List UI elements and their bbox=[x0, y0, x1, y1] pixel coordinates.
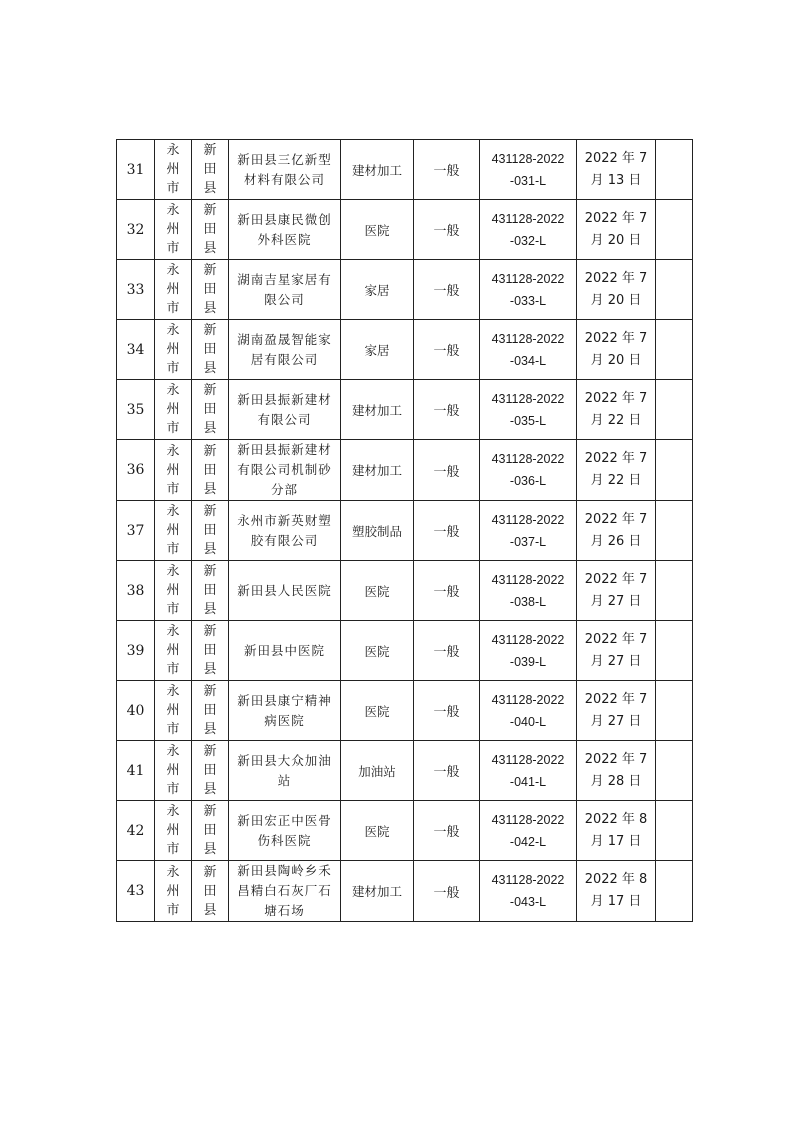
registration-code-line: -038-L bbox=[509, 594, 547, 609]
company-name-line: 湖南盈晟智能家 bbox=[237, 331, 332, 347]
table-row bbox=[117, 200, 693, 260]
county-char: 新 bbox=[203, 323, 217, 338]
management-level-cell: 一般 bbox=[414, 561, 480, 621]
table-row bbox=[117, 801, 693, 861]
remark-cell bbox=[656, 621, 693, 681]
registration-code-line: 431128-2022 bbox=[491, 873, 565, 887]
city-char: 永 bbox=[166, 864, 180, 880]
city-char: 州 bbox=[166, 222, 180, 237]
company-name-cell bbox=[229, 561, 341, 621]
company-name-line: 有限公司机制砂 bbox=[237, 462, 332, 477]
county-cell bbox=[192, 501, 229, 561]
issue-date-line: 2022 年 7 bbox=[584, 210, 648, 226]
table-row bbox=[117, 260, 693, 320]
county-cell bbox=[192, 801, 229, 861]
county-char: 县 bbox=[203, 662, 217, 677]
industry-cell: 医院 bbox=[341, 200, 414, 260]
registration-code-line: 431128-2022 bbox=[491, 692, 565, 707]
management-level-cell: 一般 bbox=[414, 621, 480, 681]
row-number-cell: 42 bbox=[117, 801, 155, 861]
registration-code-line: 431128-2022 bbox=[491, 452, 565, 466]
row-number-cell: 34 bbox=[117, 320, 155, 380]
issue-date-line: 月 27 日 bbox=[590, 713, 642, 729]
city-cell bbox=[155, 140, 192, 200]
county-char: 新 bbox=[203, 443, 217, 459]
county-char: 田 bbox=[203, 763, 217, 778]
county-char: 县 bbox=[203, 181, 217, 196]
company-name-line: 昌精白石灰厂石 bbox=[237, 883, 332, 898]
county-char: 县 bbox=[203, 782, 217, 797]
issue-date-cell bbox=[577, 861, 656, 922]
registration-code-cell bbox=[480, 380, 577, 440]
registration-code-line: -032-L bbox=[509, 233, 547, 248]
city-cell bbox=[155, 440, 192, 501]
registration-code-line: 431128-2022 bbox=[491, 331, 565, 346]
registration-code-line: -043-L bbox=[509, 895, 547, 909]
registration-code-cell bbox=[480, 140, 577, 200]
row-number-cell: 33 bbox=[117, 260, 155, 320]
issue-date-line: 月 17 日 bbox=[590, 833, 642, 849]
county-cell bbox=[192, 140, 229, 200]
county-char: 县 bbox=[203, 542, 217, 557]
company-name-line: 新田县人民医院 bbox=[237, 582, 332, 598]
table-row bbox=[117, 861, 693, 922]
issue-date-line: 月 17 日 bbox=[590, 894, 642, 909]
issue-date-line: 月 20 日 bbox=[590, 292, 642, 308]
issue-date-line: 月 20 日 bbox=[590, 232, 642, 248]
remark-cell bbox=[656, 501, 693, 561]
company-name-cell bbox=[229, 621, 341, 681]
table-row bbox=[117, 681, 693, 741]
issue-date-cell bbox=[577, 741, 656, 801]
city-cell bbox=[155, 501, 192, 561]
issue-date-line: 2022 年 8 bbox=[584, 872, 648, 887]
county-cell bbox=[192, 440, 229, 501]
county-char: 田 bbox=[203, 643, 217, 658]
management-level-cell: 一般 bbox=[414, 200, 480, 260]
company-name-line: 新田县振新建材 bbox=[237, 391, 332, 407]
county-char: 新 bbox=[203, 804, 217, 819]
industry-cell: 建材加工 bbox=[341, 861, 414, 922]
row-number-cell: 43 bbox=[117, 861, 155, 922]
city-char: 州 bbox=[166, 342, 180, 357]
management-level-cell: 一般 bbox=[414, 260, 480, 320]
county-char: 新 bbox=[203, 203, 217, 218]
registration-code-line: -039-L bbox=[509, 654, 547, 669]
county-char: 田 bbox=[203, 462, 217, 478]
registration-code-cell bbox=[480, 801, 577, 861]
issue-date-cell bbox=[577, 260, 656, 320]
city-char: 市 bbox=[166, 782, 180, 797]
registration-code-cell bbox=[480, 501, 577, 561]
table-row bbox=[117, 320, 693, 380]
city-char: 州 bbox=[166, 282, 180, 297]
remark-cell bbox=[656, 380, 693, 440]
city-cell bbox=[155, 801, 192, 861]
registration-code-line: -033-L bbox=[509, 293, 547, 308]
company-name-cell bbox=[229, 260, 341, 320]
industry-cell: 塑胶制品 bbox=[341, 501, 414, 561]
company-name-line: 材料有限公司 bbox=[243, 171, 325, 187]
remark-cell bbox=[656, 561, 693, 621]
city-cell bbox=[155, 861, 192, 922]
city-cell bbox=[155, 200, 192, 260]
company-name-line: 新田县大众加油 bbox=[237, 752, 332, 768]
city-char: 州 bbox=[166, 763, 180, 778]
city-char: 永 bbox=[166, 203, 180, 218]
issue-date-line: 2022 年 7 bbox=[584, 751, 648, 767]
company-name-line: 新田县陶岭乡禾 bbox=[237, 863, 332, 878]
city-cell bbox=[155, 380, 192, 440]
management-level-cell: 一般 bbox=[414, 140, 480, 200]
table-row bbox=[117, 741, 693, 801]
management-level-cell: 一般 bbox=[414, 861, 480, 922]
city-char: 永 bbox=[166, 383, 180, 398]
city-char: 市 bbox=[166, 902, 180, 918]
registration-code-line: -036-L bbox=[509, 474, 547, 488]
county-char: 新 bbox=[203, 624, 217, 639]
registration-code-line: 431128-2022 bbox=[491, 812, 565, 827]
city-cell bbox=[155, 260, 192, 320]
county-char: 田 bbox=[203, 583, 217, 598]
county-char: 田 bbox=[203, 222, 217, 237]
company-name-line: 新田县康宁精神 bbox=[237, 692, 332, 708]
company-name-line: 塘石场 bbox=[264, 903, 305, 918]
table-row bbox=[117, 621, 693, 681]
city-char: 市 bbox=[166, 181, 180, 196]
county-char: 县 bbox=[203, 902, 217, 918]
industry-cell: 医院 bbox=[341, 561, 414, 621]
management-level-cell: 一般 bbox=[414, 501, 480, 561]
company-name-cell bbox=[229, 320, 341, 380]
registration-code-cell bbox=[480, 621, 577, 681]
county-char: 新 bbox=[203, 564, 217, 579]
county-char: 县 bbox=[203, 241, 217, 256]
city-char: 市 bbox=[166, 421, 180, 436]
registration-code-line: -034-L bbox=[509, 353, 547, 368]
row-number-cell: 32 bbox=[117, 200, 155, 260]
county-char: 田 bbox=[203, 342, 217, 357]
registration-code-line: 431128-2022 bbox=[491, 572, 565, 587]
issue-date-line: 2022 年 7 bbox=[584, 330, 648, 346]
industry-cell: 建材加工 bbox=[341, 140, 414, 200]
county-cell bbox=[192, 621, 229, 681]
county-char: 新 bbox=[203, 864, 217, 880]
city-char: 永 bbox=[166, 263, 180, 278]
management-level-cell: 一般 bbox=[414, 320, 480, 380]
table-row bbox=[117, 440, 693, 501]
county-char: 新 bbox=[203, 143, 217, 158]
city-cell bbox=[155, 561, 192, 621]
issue-date-line: 月 22 日 bbox=[590, 473, 642, 488]
row-number-cell: 36 bbox=[117, 440, 155, 501]
city-char: 州 bbox=[166, 643, 180, 658]
remark-cell bbox=[656, 200, 693, 260]
city-char: 市 bbox=[166, 241, 180, 256]
issue-date-line: 2022 年 7 bbox=[584, 150, 648, 166]
county-char: 县 bbox=[203, 722, 217, 737]
row-number-cell: 35 bbox=[117, 380, 155, 440]
registration-code-cell bbox=[480, 681, 577, 741]
registration-code-cell bbox=[480, 320, 577, 380]
issue-date-line: 2022 年 7 bbox=[584, 571, 648, 587]
county-char: 县 bbox=[203, 842, 217, 857]
remark-cell bbox=[656, 140, 693, 200]
registration-code-cell bbox=[480, 861, 577, 922]
table-row bbox=[117, 380, 693, 440]
issue-date-line: 2022 年 8 bbox=[584, 811, 648, 827]
city-char: 市 bbox=[166, 722, 180, 737]
county-char: 县 bbox=[203, 602, 217, 617]
company-name-cell bbox=[229, 501, 341, 561]
county-char: 田 bbox=[203, 703, 217, 718]
company-name-line: 新田县三亿新型 bbox=[237, 151, 332, 167]
table-row bbox=[117, 140, 693, 200]
registration-code-line: 431128-2022 bbox=[491, 211, 565, 226]
industry-cell: 加油站 bbox=[341, 741, 414, 801]
registration-code-cell bbox=[480, 741, 577, 801]
company-name-line: 新田宏正中医骨 bbox=[237, 812, 332, 828]
row-number-cell: 39 bbox=[117, 621, 155, 681]
industry-cell: 建材加工 bbox=[341, 380, 414, 440]
issue-date-line: 2022 年 7 bbox=[584, 270, 648, 286]
city-cell bbox=[155, 681, 192, 741]
company-name-line: 湖南吉星家居有 bbox=[237, 271, 332, 287]
company-name-cell bbox=[229, 741, 341, 801]
issue-date-cell bbox=[577, 801, 656, 861]
registration-code-line: -042-L bbox=[509, 834, 547, 849]
city-char: 永 bbox=[166, 804, 180, 819]
management-level-cell: 一般 bbox=[414, 380, 480, 440]
management-level-cell: 一般 bbox=[414, 801, 480, 861]
city-char: 永 bbox=[166, 443, 180, 459]
city-char: 州 bbox=[166, 162, 180, 177]
city-char: 市 bbox=[166, 542, 180, 557]
company-name-line: 新田县振新建材 bbox=[237, 442, 332, 457]
county-cell bbox=[192, 320, 229, 380]
issue-date-line: 月 26 日 bbox=[590, 533, 642, 549]
industry-cell: 医院 bbox=[341, 801, 414, 861]
industry-cell: 建材加工 bbox=[341, 440, 414, 501]
registration-code-cell bbox=[480, 561, 577, 621]
remark-cell bbox=[656, 320, 693, 380]
registration-code-cell bbox=[480, 260, 577, 320]
management-level-cell: 一般 bbox=[414, 440, 480, 501]
city-char: 市 bbox=[166, 662, 180, 677]
table-row bbox=[117, 501, 693, 561]
county-char: 田 bbox=[203, 523, 217, 538]
county-cell bbox=[192, 681, 229, 741]
city-char: 州 bbox=[166, 462, 180, 478]
county-cell bbox=[192, 741, 229, 801]
city-cell bbox=[155, 621, 192, 681]
company-name-cell bbox=[229, 681, 341, 741]
registration-code-line: 431128-2022 bbox=[491, 632, 565, 647]
company-name-cell bbox=[229, 200, 341, 260]
city-char: 市 bbox=[166, 481, 180, 497]
company-name-line: 胶有限公司 bbox=[250, 532, 319, 548]
table-row bbox=[117, 561, 693, 621]
registration-code-cell bbox=[480, 440, 577, 501]
row-number-cell: 40 bbox=[117, 681, 155, 741]
issue-date-line: 月 28 日 bbox=[590, 773, 642, 789]
city-char: 州 bbox=[166, 583, 180, 598]
issue-date-line: 月 13 日 bbox=[590, 172, 642, 188]
company-name-cell bbox=[229, 380, 341, 440]
county-char: 田 bbox=[203, 402, 217, 417]
company-name-line: 有限公司 bbox=[257, 411, 312, 427]
issue-date-line: 2022 年 7 bbox=[584, 691, 648, 707]
industry-cell: 医院 bbox=[341, 621, 414, 681]
company-name-line: 居有限公司 bbox=[250, 351, 319, 367]
registration-code-line: -031-L bbox=[509, 173, 547, 188]
company-name-line: 站 bbox=[277, 772, 292, 788]
city-char: 州 bbox=[166, 402, 180, 417]
city-char: 州 bbox=[166, 703, 180, 718]
county-char: 县 bbox=[203, 301, 217, 316]
issue-date-line: 月 22 日 bbox=[590, 412, 642, 428]
remark-cell bbox=[656, 681, 693, 741]
registration-code-line: -040-L bbox=[509, 714, 547, 729]
company-name-line: 新田县中医院 bbox=[243, 642, 325, 658]
issue-date-cell bbox=[577, 440, 656, 501]
issue-date-cell bbox=[577, 561, 656, 621]
county-char: 田 bbox=[203, 883, 217, 899]
county-char: 新 bbox=[203, 263, 217, 278]
city-char: 州 bbox=[166, 523, 180, 538]
company-name-line: 伤科医院 bbox=[257, 832, 312, 848]
county-char: 新 bbox=[203, 744, 217, 759]
county-cell bbox=[192, 260, 229, 320]
county-char: 新 bbox=[203, 684, 217, 699]
remark-cell bbox=[656, 801, 693, 861]
city-char: 永 bbox=[166, 684, 180, 699]
county-char: 县 bbox=[203, 421, 217, 436]
issue-date-cell bbox=[577, 140, 656, 200]
city-char: 永 bbox=[166, 323, 180, 338]
city-char: 市 bbox=[166, 361, 180, 376]
row-number-cell: 37 bbox=[117, 501, 155, 561]
city-char: 市 bbox=[166, 842, 180, 857]
city-cell bbox=[155, 741, 192, 801]
registration-code-line: 431128-2022 bbox=[491, 151, 565, 166]
issue-date-cell bbox=[577, 681, 656, 741]
city-char: 州 bbox=[166, 883, 180, 899]
company-name-cell bbox=[229, 140, 341, 200]
county-char: 新 bbox=[203, 504, 217, 519]
issue-date-line: 2022 年 7 bbox=[584, 631, 648, 647]
issue-date-line: 月 20 日 bbox=[590, 352, 642, 368]
management-level-cell: 一般 bbox=[414, 741, 480, 801]
issue-date-cell bbox=[577, 380, 656, 440]
table-body bbox=[117, 140, 693, 922]
company-name-line: 限公司 bbox=[264, 291, 305, 307]
issue-date-cell bbox=[577, 621, 656, 681]
company-name-line: 病医院 bbox=[264, 712, 305, 728]
company-name-line: 分部 bbox=[270, 482, 298, 497]
city-cell bbox=[155, 320, 192, 380]
issue-date-line: 月 27 日 bbox=[590, 593, 642, 609]
city-char: 永 bbox=[166, 504, 180, 519]
company-name-line: 外科医院 bbox=[257, 231, 312, 247]
registration-code-line: 431128-2022 bbox=[491, 391, 565, 406]
city-char: 永 bbox=[166, 143, 180, 158]
remark-cell bbox=[656, 861, 693, 922]
county-cell bbox=[192, 861, 229, 922]
management-level-cell: 一般 bbox=[414, 681, 480, 741]
remark-cell bbox=[656, 260, 693, 320]
registration-code-line: -035-L bbox=[509, 413, 547, 428]
issue-date-line: 2022 年 7 bbox=[584, 390, 648, 406]
issue-date-line: 月 27 日 bbox=[590, 653, 642, 669]
county-char: 新 bbox=[203, 383, 217, 398]
city-char: 州 bbox=[166, 823, 180, 838]
remark-cell bbox=[656, 440, 693, 501]
city-char: 市 bbox=[166, 602, 180, 617]
issue-date-cell bbox=[577, 320, 656, 380]
county-char: 田 bbox=[203, 282, 217, 297]
industry-cell: 家居 bbox=[341, 260, 414, 320]
company-name-line: 永州市新英财塑 bbox=[237, 512, 332, 528]
industry-cell: 医院 bbox=[341, 681, 414, 741]
issue-date-line: 2022 年 7 bbox=[584, 451, 648, 466]
registration-code-line: -037-L bbox=[509, 534, 547, 549]
issue-date-cell bbox=[577, 501, 656, 561]
registration-code-line: 431128-2022 bbox=[491, 512, 565, 527]
registration-code-line: -041-L bbox=[509, 774, 547, 789]
registration-code-cell bbox=[480, 200, 577, 260]
city-char: 市 bbox=[166, 301, 180, 316]
city-char: 永 bbox=[166, 564, 180, 579]
county-char: 县 bbox=[203, 361, 217, 376]
issue-date-line: 2022 年 7 bbox=[584, 511, 648, 527]
county-cell bbox=[192, 561, 229, 621]
remark-cell bbox=[656, 741, 693, 801]
county-cell bbox=[192, 200, 229, 260]
industry-cell: 家居 bbox=[341, 320, 414, 380]
county-char: 田 bbox=[203, 162, 217, 177]
registration-code-line: 431128-2022 bbox=[491, 271, 565, 286]
registration-code-line: 431128-2022 bbox=[491, 752, 565, 767]
county-char: 县 bbox=[203, 481, 217, 497]
city-char: 永 bbox=[166, 744, 180, 759]
company-name-cell bbox=[229, 861, 341, 922]
city-char: 永 bbox=[166, 624, 180, 639]
row-number-cell: 41 bbox=[117, 741, 155, 801]
row-number-cell: 31 bbox=[117, 140, 155, 200]
registry-table bbox=[116, 139, 693, 922]
company-name-cell bbox=[229, 440, 341, 501]
row-number-cell: 38 bbox=[117, 561, 155, 621]
company-name-cell bbox=[229, 801, 341, 861]
county-cell bbox=[192, 380, 229, 440]
company-name-line: 新田县康民微创 bbox=[237, 211, 332, 227]
issue-date-cell bbox=[577, 200, 656, 260]
county-char: 田 bbox=[203, 823, 217, 838]
